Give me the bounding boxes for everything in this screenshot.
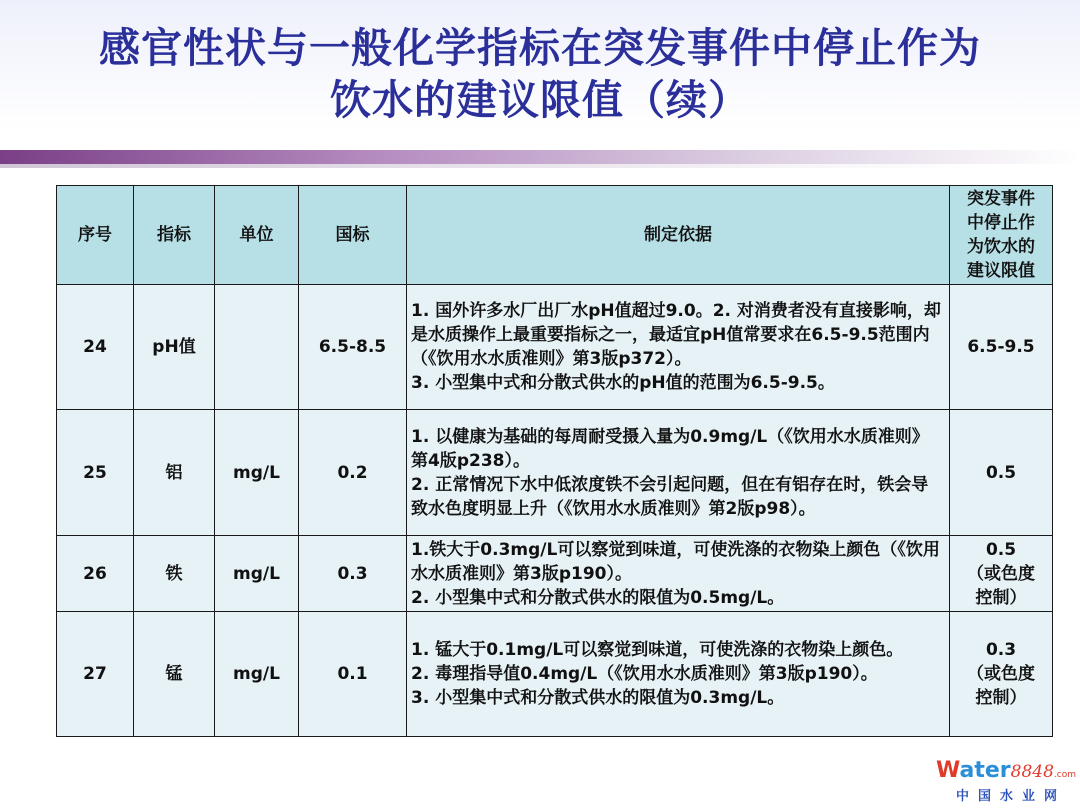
basis-line: 3. 小型集中式和分散式供水的pH值的范围为6.5-9.5。 xyxy=(411,373,835,393)
cell-no: 26 xyxy=(57,536,134,612)
title-divider-shadow xyxy=(0,164,1080,168)
title-line-1: 感官性状与一般化学指标在突发事件中停止作为 xyxy=(99,24,981,72)
basis-line: 2. 毒理指导值0.4mg/L（《饮用水水质准则》第3版p190）。 xyxy=(411,664,878,684)
header-unit: 单位 xyxy=(215,186,299,285)
logo-wordmark xyxy=(936,758,1076,788)
cell-limit xyxy=(950,285,1053,410)
table-row xyxy=(57,410,1053,536)
limit-line: 6.5-9.5 xyxy=(967,337,1035,357)
limit-line: （或色度 xyxy=(967,563,1035,584)
cell-basis xyxy=(407,612,950,737)
cell-limit xyxy=(950,410,1053,536)
logo-chinese-name: 中国水业网 xyxy=(955,789,1066,804)
limit-line: 0.5 xyxy=(985,462,1017,483)
basis-line: 3. 小型集中式和分散式供水的限值为0.3mg/L。 xyxy=(411,688,785,708)
basis-line: 1.铁大于0.3mg/L可以察觉到味道，可使洗涤的衣物染上颜色（《饮用水水质准则》第3版p190）。 xyxy=(411,539,940,584)
cell-unit: mg/L xyxy=(215,410,299,536)
limit-line: 控制） xyxy=(975,688,1027,708)
logo-number: 8848 xyxy=(1010,762,1054,782)
basis-line: 2. 正常情况下水中低浓度铁不会引起问题，但在有铝存在时，铁会导致水色度明显上升（《饮用水水质准则》第2版p98）。 xyxy=(411,474,929,519)
limits-table xyxy=(56,185,1053,737)
cell-no: 27 xyxy=(57,612,134,737)
header-limit-line: 为饮水的 xyxy=(967,237,1035,257)
header-limit-line: 建议限值 xyxy=(967,261,1035,281)
logo-ater: ater xyxy=(959,758,1011,783)
cell-basis xyxy=(407,536,950,612)
title-line-2: 饮水的建议限值（续） xyxy=(330,76,750,124)
basis-line: 1. 锰大于0.1mg/L可以察觉到味道，可使洗涤的衣物染上颜色。 xyxy=(411,640,904,660)
table-row xyxy=(57,612,1053,737)
cell-indicator: 铁 xyxy=(134,536,215,612)
cell-no: 25 xyxy=(57,410,134,536)
limit-line: 控制） xyxy=(975,587,1027,608)
table-row xyxy=(57,285,1053,410)
basis-line: 1. 国外许多水厂出厂水pH值超过9.0。2. 对消费者没有直接影响，却是水质操作上最重要指标之一，最适宜pH值常要求在6.5-9.5范围内（《饮用水水质准则》第3版p372）。 xyxy=(411,301,941,369)
limit-line: 0.3 xyxy=(985,640,1017,660)
header-no: 序号 xyxy=(57,186,134,285)
basis-line: 1. 以健康为基础的每周耐受摄入量为0.9mg/L（《饮用水水质准则》第4版p238）。 xyxy=(411,426,929,471)
cell-standard: 0.2 xyxy=(299,410,407,536)
cell-limit xyxy=(950,612,1053,737)
table-row xyxy=(57,536,1053,612)
logo-w: W xyxy=(936,758,960,783)
logo-domain: .com xyxy=(1053,770,1076,780)
header-indicator: 指标 xyxy=(134,186,215,285)
header-limit-line: 突发事件 xyxy=(967,189,1035,209)
header-standard: 国标 xyxy=(299,186,407,285)
cell-indicator: 锰 xyxy=(134,612,215,737)
cell-standard: 0.1 xyxy=(299,612,407,737)
cell-limit xyxy=(950,536,1053,612)
title-divider xyxy=(0,150,1080,164)
table-header-row xyxy=(57,186,1053,285)
limit-line: 0.5 xyxy=(985,539,1017,560)
cell-unit xyxy=(215,285,299,410)
basis-line: 2. 小型集中式和分散式供水的限值为0.5mg/L。 xyxy=(411,587,785,608)
header-limit-line: 中停止作 xyxy=(967,213,1035,233)
cell-basis xyxy=(407,410,950,536)
slide-title xyxy=(0,22,1080,126)
cell-standard: 6.5-8.5 xyxy=(299,285,407,410)
water8848-logo xyxy=(936,758,1076,806)
cell-basis xyxy=(407,285,950,410)
header-basis: 制定依据 xyxy=(407,186,950,285)
header-limit xyxy=(950,186,1053,285)
cell-indicator: pH值 xyxy=(134,285,215,410)
cell-unit: mg/L xyxy=(215,536,299,612)
limit-line: （或色度 xyxy=(967,664,1035,684)
cell-unit: mg/L xyxy=(215,612,299,737)
cell-no: 24 xyxy=(57,285,134,410)
cell-standard: 0.3 xyxy=(299,536,407,612)
cell-indicator: 铝 xyxy=(134,410,215,536)
